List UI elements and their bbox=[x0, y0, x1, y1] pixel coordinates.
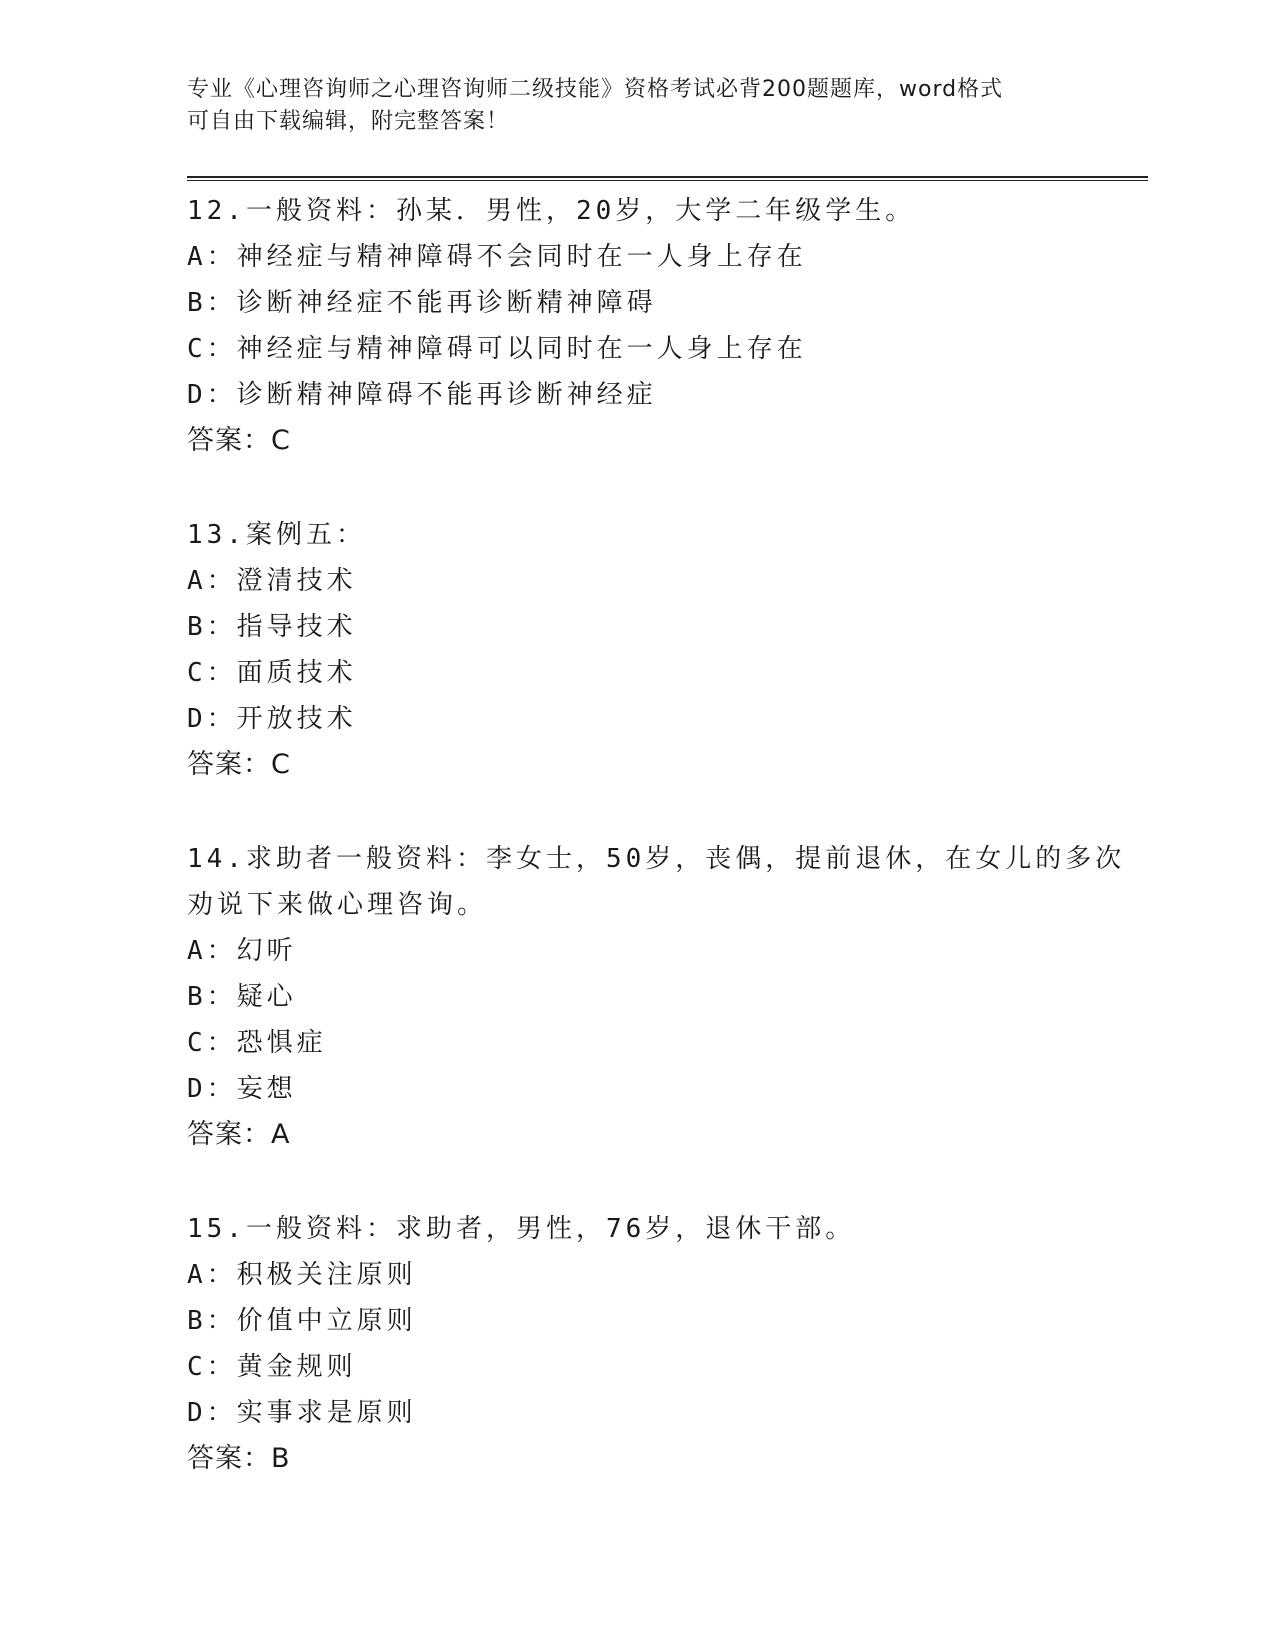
option-b: B：指导技术 bbox=[187, 612, 357, 642]
header-divider bbox=[187, 176, 1148, 181]
option-a: A：幻听 bbox=[187, 936, 297, 966]
option-a: A：积极关注原则 bbox=[187, 1260, 417, 1290]
header-line-1: 专业《心理咨询师之心理咨询师二级技能》资格考试必背200题题库，word格式 bbox=[187, 77, 1004, 102]
document-header bbox=[187, 74, 1087, 138]
question-13 bbox=[187, 512, 1127, 788]
question-stem: 14.求助者一般资料：李女士，50岁，丧偶，提前退休，在女儿的多次 bbox=[187, 844, 1126, 874]
option-c: C：神经症与精神障碍可以同时在一人身上存在 bbox=[187, 334, 807, 364]
answer: 答案：A bbox=[187, 1119, 291, 1150]
question-14 bbox=[187, 836, 1127, 1158]
option-d: D：诊断精神障碍不能再诊断神经症 bbox=[187, 380, 657, 410]
answer: 答案：B bbox=[187, 1443, 291, 1474]
option-d: D：妄想 bbox=[187, 1074, 297, 1104]
option-d: D：开放技术 bbox=[187, 704, 357, 734]
header-line-2: 可自由下载编辑，附完整答案！ bbox=[187, 109, 510, 134]
question-list bbox=[187, 188, 1127, 1530]
question-stem: 15.一般资料：求助者，男性，76岁，退休干部。 bbox=[187, 1214, 856, 1244]
option-c: C：黄金规则 bbox=[187, 1352, 357, 1382]
option-b: B：诊断神经症不能再诊断精神障碍 bbox=[187, 288, 657, 318]
question-stem-continued: 劝说下来做心理咨询。 bbox=[187, 890, 488, 920]
option-c: C：面质技术 bbox=[187, 658, 357, 688]
answer: 答案：C bbox=[187, 425, 291, 456]
question-stem: 12.一般资料：孙某．男性，20岁，大学二年级学生。 bbox=[187, 196, 916, 226]
option-d: D：实事求是原则 bbox=[187, 1398, 417, 1428]
option-a: A：神经症与精神障碍不会同时在一人身上存在 bbox=[187, 242, 807, 272]
option-a: A：澄清技术 bbox=[187, 566, 357, 596]
option-c: C：恐惧症 bbox=[187, 1028, 327, 1058]
answer: 答案：C bbox=[187, 749, 291, 780]
option-b: B：价值中立原则 bbox=[187, 1306, 417, 1336]
question-15 bbox=[187, 1206, 1127, 1482]
question-12 bbox=[187, 188, 1127, 464]
question-stem: 13.案例五： bbox=[187, 520, 366, 550]
option-b: B：疑心 bbox=[187, 982, 297, 1012]
